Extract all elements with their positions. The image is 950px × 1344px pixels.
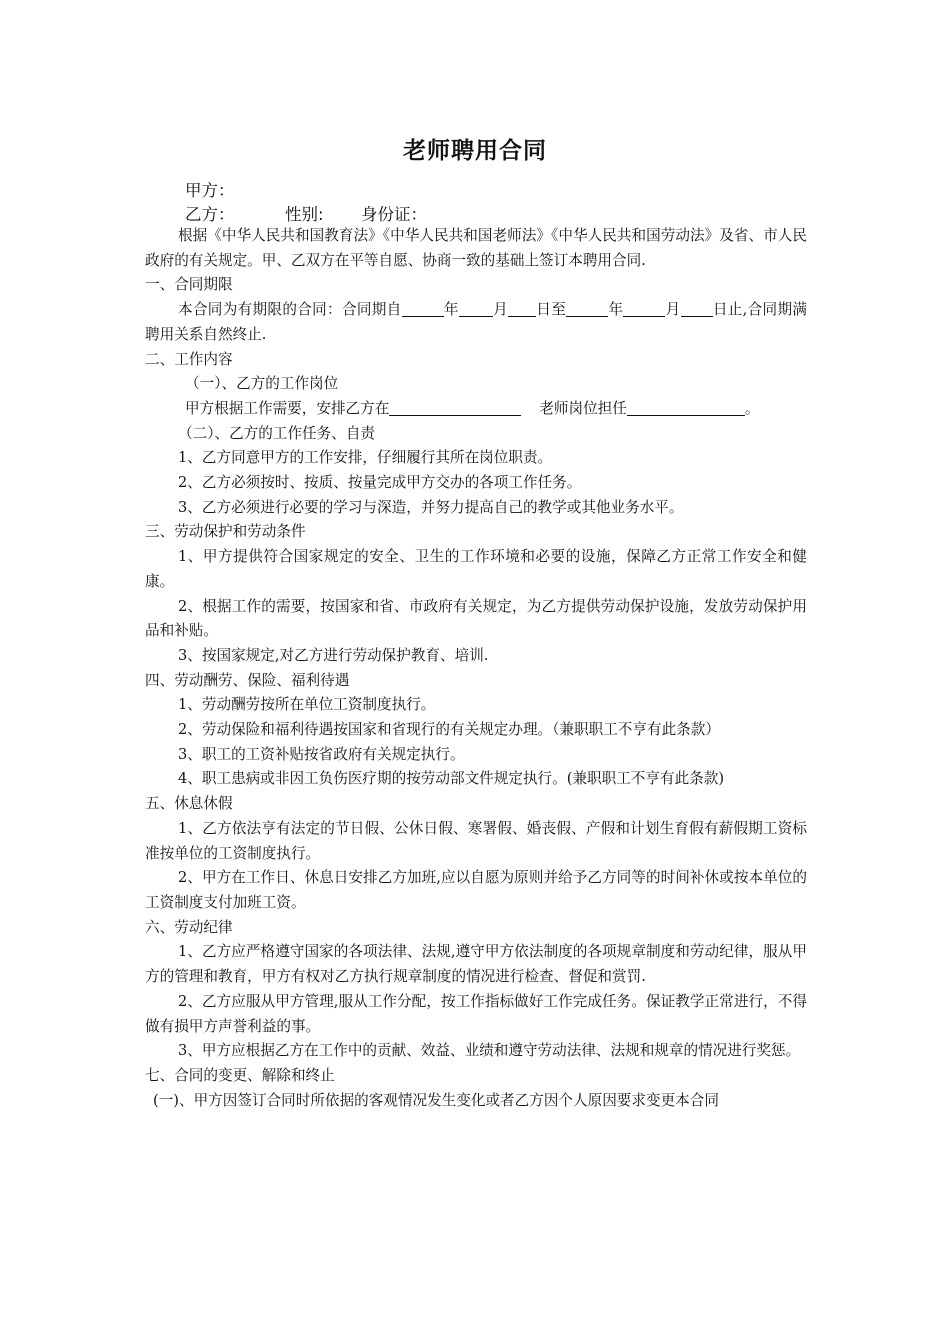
id-card-label: 身份证： bbox=[361, 205, 427, 224]
clause: 1、乙方依法亨有法定的节日假、公休日假、寒署假、婚丧假、产假和计划生育假有薪假期工资标准按单位的工资制度执行。 bbox=[145, 819, 807, 862]
clause: (一)、甲方因签订合同时所依据的客观情况发生变化或者乙方因个人原因要求变更本合同 bbox=[153, 1091, 719, 1109]
clause: 3、甲方应根据乙方在工作中的贡献、效益、业绩和遵守劳动法律、法规和规章的情况进行奖惩。 bbox=[178, 1042, 801, 1060]
gender-label: 性别: bbox=[285, 205, 324, 224]
section-heading: 二、工作内容 bbox=[145, 350, 233, 368]
party-a-label: 甲方： bbox=[185, 181, 235, 200]
end-day-blank[interactable] bbox=[681, 300, 713, 317]
clause: 2、乙方应服从甲方管理,服从工作分配，按工作指标做好工作完成任务。保证教学正常进行，不得做有损甲方声誉利益的事。 bbox=[145, 992, 807, 1035]
section-heading: 五、休息休假 bbox=[145, 795, 233, 813]
party-b-label: 乙方： bbox=[185, 205, 235, 224]
start-day-blank[interactable] bbox=[508, 300, 536, 317]
clause: 2、甲方在工作日、休息日安排乙方加班,应以自愿为原则并给予乙方同等的时间补休或按本单位的工资制度支付加班工资。 bbox=[145, 869, 807, 911]
section-heading: 一、合同期限 bbox=[145, 276, 233, 294]
clause: 2、乙方必须按时、按质、按量完成甲方交办的各项工作任务。 bbox=[178, 474, 582, 492]
clause: 3、职工的工资补贴按省政府有关规定执行。 bbox=[178, 745, 465, 763]
position-blank[interactable] bbox=[627, 399, 745, 416]
clause: 3、乙方必须进行必要的学习与深造，并努力提高自己的教学或其他业务水平。 bbox=[178, 498, 684, 516]
clause: 1、乙方同意甲方的工作安排，仔细履行其所在岗位职责。 bbox=[178, 449, 553, 467]
start-month-blank[interactable] bbox=[459, 300, 493, 317]
term-clause: 本合同为有期限的合同：合同期自 年 月 日至 年 月 日止,合同期满聘用关系自然终止. bbox=[145, 301, 807, 343]
contract-body bbox=[145, 224, 807, 1113]
clause: 1、甲方提供符合国家规定的安全、卫生的工作环境和必要的设施，保障乙方正常工作安全和健康。 bbox=[145, 548, 807, 590]
party-a-line bbox=[185, 177, 235, 201]
clause: 4、职工患病或非因工负伤医疗期的按劳动部文件规定执行。(兼职职工不亨有此条款) bbox=[178, 770, 725, 788]
section-heading: 四、劳动酬劳、保险、福利待遇 bbox=[145, 671, 350, 689]
end-year-blank[interactable] bbox=[566, 300, 608, 317]
start-year-blank[interactable] bbox=[402, 300, 444, 317]
section-heading: 六、劳动纪律 bbox=[145, 918, 233, 936]
end-month-blank[interactable] bbox=[623, 300, 665, 317]
section-heading: 七、合同的变更、解除和终止 bbox=[145, 1066, 335, 1084]
clause: 1、乙方应严格遵守国家的各项法律、法规,遵守甲方依法制度的各项规章制度和劳动纪律，服从甲方的管理和教育，甲方有权对乙方执行规章制度的情况进行检查、督促和赏罚. bbox=[145, 943, 807, 986]
clause: 2、根据工作的需要，按国家和省、市政府有关规定，为乙方提供劳动保护设施，发放劳动保护用品和补贴。 bbox=[145, 597, 807, 640]
clause: 3、按国家规定,对乙方进行劳动保护教育、培训. bbox=[178, 646, 489, 664]
clause: 2、劳动保险和福利待遇按国家和省现行的有关规定办理。（兼职职工不亨有此条款） bbox=[178, 721, 720, 739]
preamble: 根据《中华人民共和国教育法》《中华人民共和国老师法》《中华人民共和国劳动法》及省、市人民政府的有关规定。甲、乙双方在平等自愿、协商一致的基础上签订本聘用合同. bbox=[145, 227, 807, 269]
section-heading: 三、劳动保护和劳动条件 bbox=[145, 523, 306, 541]
party-b-line bbox=[185, 201, 427, 225]
subsection-heading: （一）、乙方的工作岗位 bbox=[185, 375, 339, 393]
clause: 1、劳动酬劳按所在单位工资制度执行。 bbox=[178, 696, 436, 714]
document-title: 老师聘用合同 bbox=[403, 138, 547, 164]
subsection-heading: （二）、乙方的工作任务、自责 bbox=[178, 424, 376, 442]
post-clause: 甲方根据工作需要，安排乙方在 老师岗位担任 。 bbox=[185, 399, 760, 417]
department-blank[interactable] bbox=[389, 399, 521, 416]
